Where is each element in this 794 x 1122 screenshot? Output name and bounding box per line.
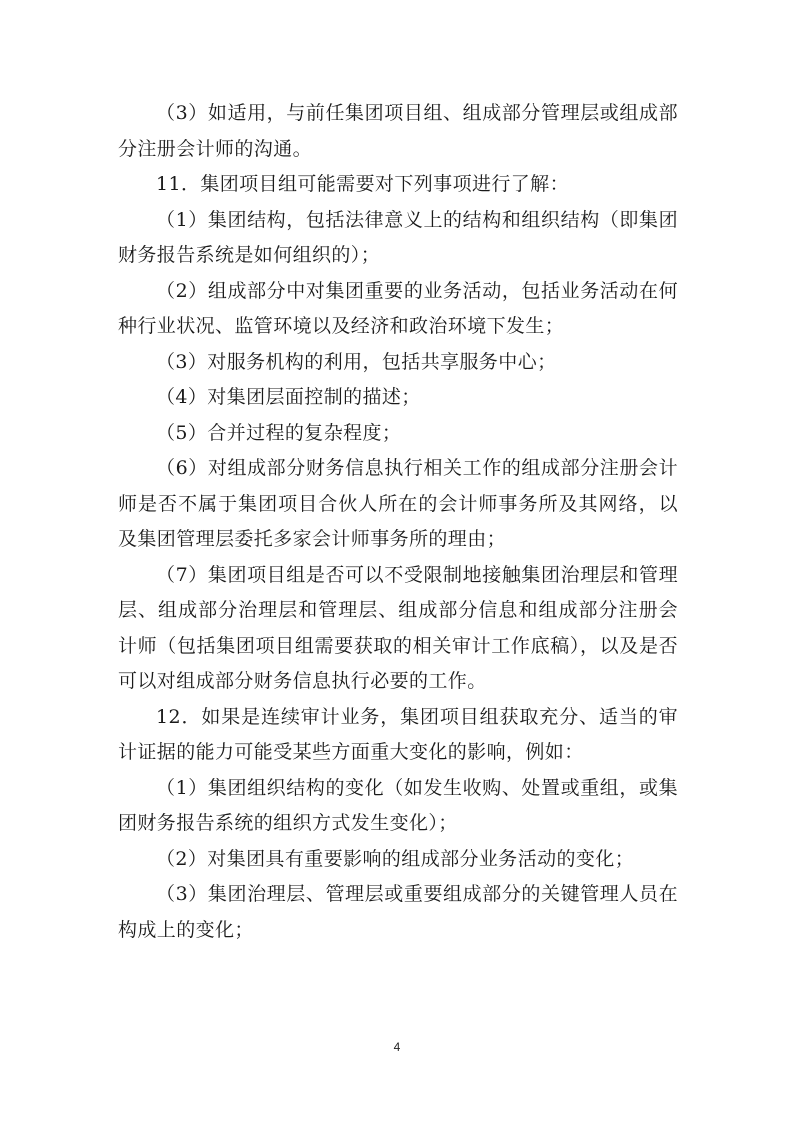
paragraph: （5）合并过程的复杂程度； — [156, 421, 402, 444]
document-body — [118, 96, 678, 948]
paragraph: （3）如适用，与前任集团项目组、组成部分管理层或组成部分注册会计师的沟通。 — [118, 102, 678, 160]
paragraph: （6）对组成部分财务信息执行相关工作的组成部分注册会计师是否不属于集团项目合伙人所在的会计师事务所及其网络，以及集团管理层委托多家会计师事务所的理由； — [118, 457, 678, 550]
paragraph: （7）集团项目组是否可以不受限制地接触集团治理层和管理层、组成部分治理层和管理层、组成部分信息和组成部分注册会计师（包括集团项目组需要获取的相关审计工作底稿），以及是否可以对组成部分财务信息执行必要的工作。 — [118, 563, 678, 692]
paragraph: 11．集团项目组可能需要对下列事项进行了解： — [156, 173, 569, 195]
page-number: 4 — [393, 1040, 401, 1054]
paragraph: （2）对集团具有重要影响的组成部分业务活动的变化； — [156, 847, 635, 870]
paragraph: （2）组成部分中对集团重要的业务活动，包括业务活动在何种行业状况、监管环境以及经济和政治环境下发生； — [118, 279, 678, 337]
paragraph: （3）对服务机构的利用，包括共享服务中心； — [156, 350, 557, 373]
paragraph: （1）集团组织结构的变化（如发生收购、处置或重组，或集团财务报告系统的组织方式发生变化）； — [118, 776, 678, 834]
paragraph: （3）集团治理层、管理层或重要组成部分的关键管理人员在构成上的变化； — [118, 883, 678, 941]
paragraph: 12．如果是连续审计业务，集团项目组获取充分、适当的审计证据的能力可能受某些方面重大变化的影响，例如： — [118, 705, 678, 763]
paragraph: （1）集团结构，包括法律意义上的结构和组织结构（即集团财务报告系统是如何组织的）； — [118, 208, 678, 266]
paragraph: （4）对集团层面控制的描述； — [156, 386, 421, 408]
